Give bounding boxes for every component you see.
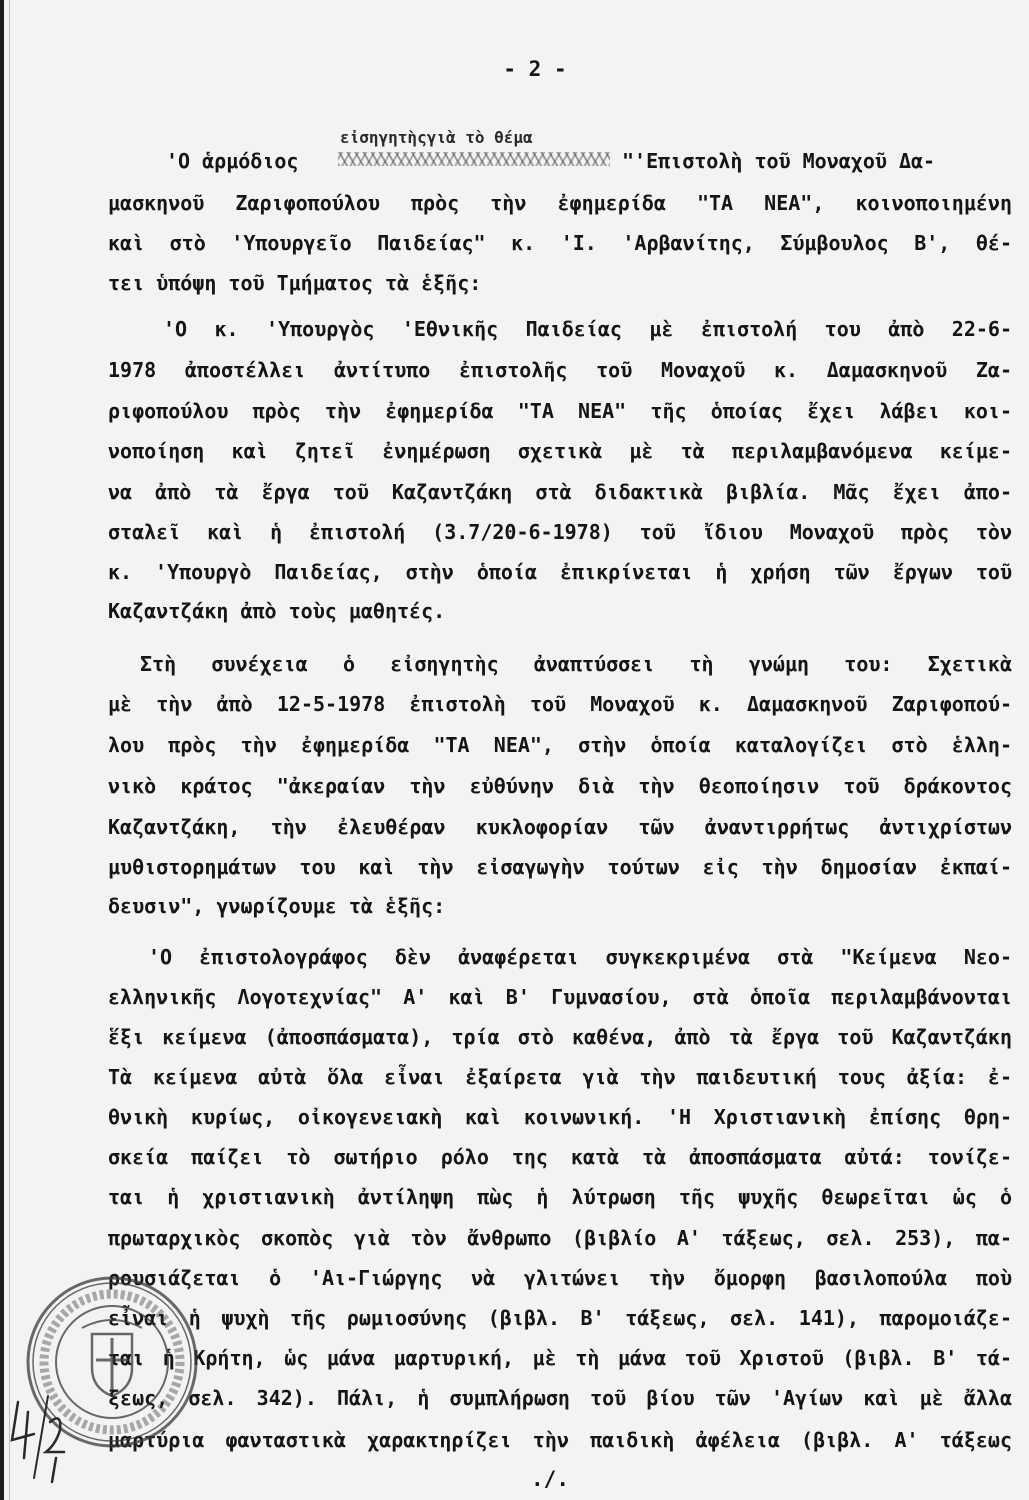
text-line: μυθιστορημάτων του καὶ τὴν εἰσαγωγὴν τούτων εἰς τὴν δημοσίαν ἐκπαί- — [108, 855, 1012, 879]
text-line: δευσιν", γνωρίζουμε τὰ ἑξῆς: — [108, 894, 446, 918]
typed-insertion: εἰσηγητὴςγιὰ τὸ θέμα — [340, 128, 533, 147]
text-line: σταλεῖ καὶ ἡ ἐπιστολή (3.7/20-6-1978) τοῦ ἴδιου Μοναχοῦ πρὸς τὸν — [108, 520, 1012, 544]
scan-edge — [0, 0, 4, 1500]
struck-out-text — [338, 152, 610, 166]
text-line: ελληνικῆς Λογοτεχνίας" Α' καὶ Β' Γυμνασίου, στὰ ὁποῖα περιλαμβάνονται — [108, 985, 1012, 1009]
page-number: - 2 - — [503, 57, 567, 81]
stamp-emblem-cross — [96, 1338, 128, 1390]
text-line: ται ἡ Κρήτη, ὡς μάνα μαρτυρική, μὲ τὴ μάνα τοῦ Χριστοῦ (βιβλ. Β' τά- — [108, 1346, 1012, 1370]
text-line: κ. 'Υπουργὸ Παιδείας, στὴν ὁποία ἐπικρίνεται ἡ χρήση τῶν ἔργων τοῦ — [108, 560, 1012, 584]
text-line: καὶ στὸ 'Υπουργεῖο Παιδείας" κ. 'Ι. 'Αρβανίτης, Σύμβουλος Β', θέ- — [108, 231, 1012, 255]
text-line: να ἀπὸ τὰ ἔργα τοῦ Καζαντζάκη στὰ διδακτικὰ βιβλία. Μᾶς ἔχει ἀπο- — [108, 480, 1012, 504]
text-line: 1978 ἀποστέλλει ἀντίτυπο ἐπιστολῆς τοῦ Μοναχοῦ κ. Δαμασκηνοῦ Ζα- — [108, 358, 1012, 382]
text-line: ται ἡ χριστιανικὴ ἀντίληψη πὼς ἡ λύτρωση τῆς ψυχῆς θεωρεῖται ὡς ὁ — [108, 1185, 1012, 1209]
text-line: μαρτύρια φανταστικὰ χαρακτηρίζει τὴν παιδικὴ ἀφέλεια (βιβλ. Α' τάξεως — [108, 1428, 1012, 1452]
text-line: ἕξι κείμενα (ἀποσπάσματα), τρία στὸ καθένα, ἀπὸ τὰ ἔργα τοῦ Καζαντζάκη — [108, 1025, 1012, 1049]
text-line: λου πρὸς τὴν ἐφημερίδα "ΤΑ ΝΕΑ", στὴν ὁποία καταλογίζει στὸ ἑλλη- — [108, 733, 1012, 757]
first-line-start: 'Ο ἁρμόδιος — [166, 149, 299, 173]
first-line-end: "'Επιστολὴ τοῦ Μοναχοῦ Δα- — [622, 149, 936, 173]
stamp-emblem-crown — [82, 1320, 142, 1328]
text-line: σκεία παίζει τὸ σωτήριο ρόλο της κατὰ τὰ ἀποσπάσματα αὐτά: τονίζε- — [108, 1145, 1012, 1169]
text-line: ξεως, σελ. 342). Πάλι, ἡ συμπλήρωση τοῦ βίου τῶν 'Αγίων καὶ μὲ ἄλλα — [108, 1386, 1012, 1410]
text-line: θνικὴ κυρίως, οἰκογενειακὴ καὶ κοινωνική. 'Η Χριστιανικὴ ἐπίσης θρη- — [108, 1105, 1012, 1129]
text-line: ριφοπούλου πρὸς τὴν ἐφημερίδα "ΤΑ ΝΕΑ" τῆς ὁποίας ἔχει λάβει κοι- — [108, 399, 1012, 423]
handwritten-margin-mark — [4, 1382, 70, 1486]
text-line: 'Ο κ. 'Υπουργὸς 'Εθνικῆς Παιδείας μὲ ἐπιστολή του ἀπὸ 22-6- — [163, 317, 1012, 341]
text-line: εἶναι ἡ ψυχὴ τῆς ρωμιοσύνης (βιβλ. Β' τάξεως, σελ. 141), παρομοιάζε- — [108, 1306, 1012, 1330]
text-line: μασκηνοῦ Ζαριφοπούλου πρὸς τὴν ἐφημερίδα "ΤΑ ΝΕΑ", κοινοποιημένη — [108, 191, 1012, 215]
text-line: Τὰ κείμενα αὐτὰ ὅλα εἶναι ἐξαίρετα γιὰ τὴν παιδευτική τους ἀξία: ἐ- — [108, 1065, 1012, 1089]
text-line: μὲ τὴν ἀπὸ 12-5-1978 ἐπιστολὴ τοῦ Μοναχοῦ κ. Δαμασκηνοῦ Ζαριφοπού- — [108, 692, 1012, 716]
text-line: νικὸ κράτος "ἀκεραίαν τὴν εὐθύνην διὰ τὴν θεοποίησιν τοῦ δράκοντος — [108, 774, 1012, 798]
text-line: Καζαντζάκη ἀπὸ τοὺς μαθητές. — [108, 599, 446, 623]
text-line: νοποίηση καὶ ζητεῖ ἐνημέρωση σχετικὰ μὲ τὰ περιλαμβανόμενα κείμε- — [108, 439, 1012, 463]
text-line: τει ὑπόψη τοῦ Τμήματος τὰ ἑξῆς: — [108, 271, 482, 295]
text-line: ρουσιάζεται ὁ 'Αι-Γιώργης νὰ γλιτώνει τὴν ὄμορφη βασιλοπούλα ποὺ — [108, 1266, 1012, 1290]
text-line: πρωταρχικὸς σκοπὸς γιὰ τὸν ἄνθρωπο (βιβλίο Α' τάξεως, σελ. 253), πα- — [108, 1226, 1012, 1250]
text-line: 'Ο ἐπιστολογράφος δὲν ἀναφέρεται συγκεκριμένα στὰ "Κείμενα Νεο- — [148, 945, 1012, 969]
text-line: Στὴ συνέχεια ὁ εἰσηγητὴς ἀναπτύσσει τὴ γνώμη του: Σχετικὰ — [140, 652, 1012, 676]
continuation-mark: ./. — [531, 1467, 569, 1491]
text-line: Καζαντζάκη, τὴν ἐλευθέραν κυκλοφορίαν τῶν ἀναντιρρήτως ἀντιχρίστων — [108, 815, 1012, 839]
scan-edge-shadow — [9, 0, 10, 1500]
